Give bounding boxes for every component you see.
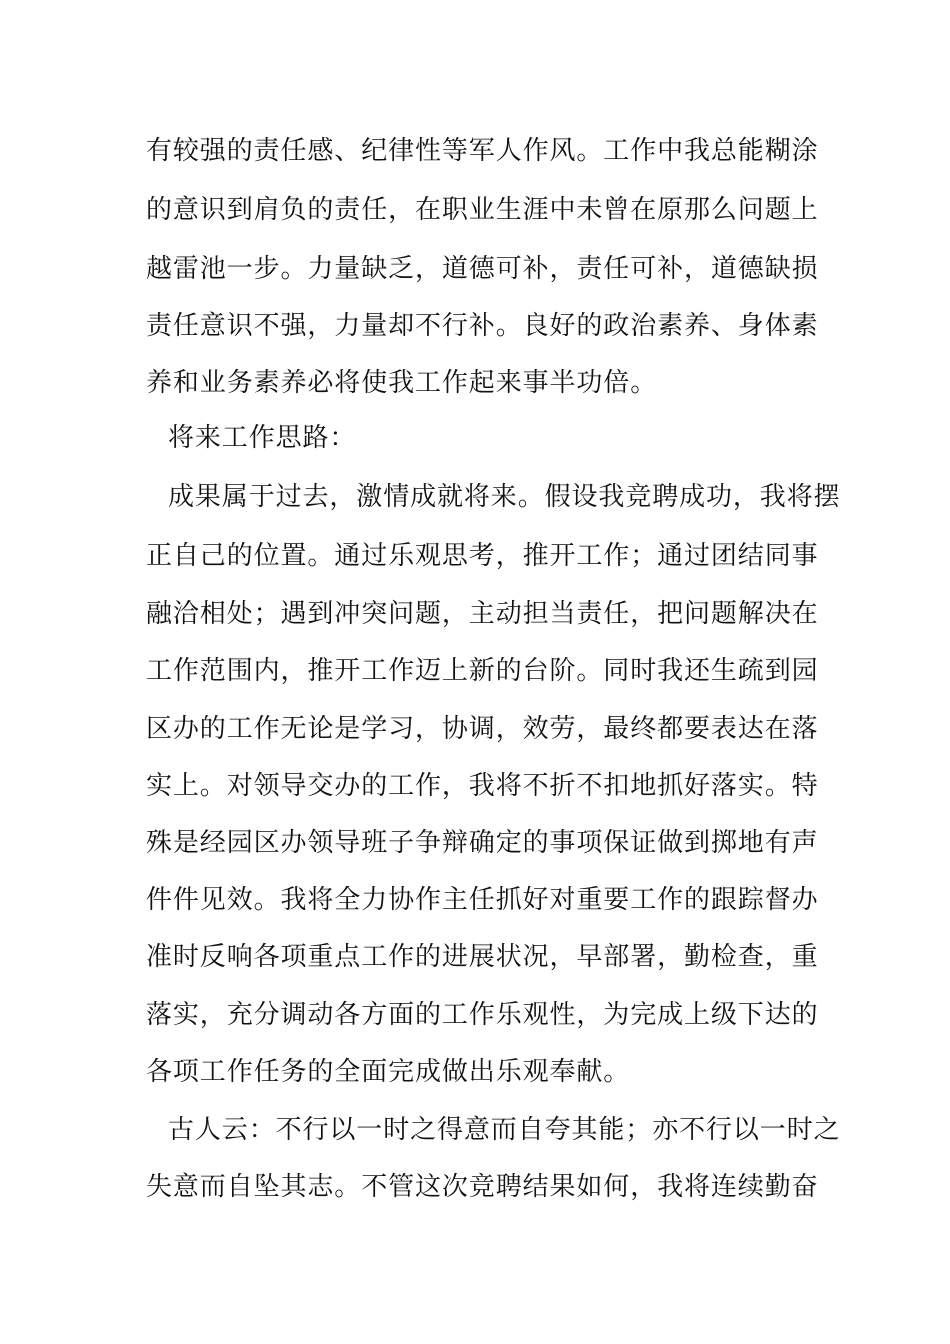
text-line: 落实，充分调动各方面的工作乐观性，为完成上级下达的 <box>146 1000 819 1030</box>
text-line: 有较强的责任感、纪律性等军人作风。工作中我总能糊涂 <box>146 136 819 166</box>
text-line: 古人云：不行以一时之得意而自夸其能；亦不行以一时之 <box>168 1115 841 1145</box>
text-line: 正自己的位置。通过乐观思考，推开工作；通过团结同事 <box>146 541 819 571</box>
text-line: 殊是经园区办领导班子争辩确定的事项保证做到掷地有声 <box>146 828 819 858</box>
text-line: 各项工作任务的全面完成做出乐观奉献。 <box>146 1057 631 1087</box>
text-line: 件件见效。我将全力协作主任抓好对重要工作的跟踪督办 <box>146 885 819 915</box>
text-line: 责任意识不强，力量却不行补。良好的政治素养、身体素 <box>146 311 819 341</box>
text-line: 实上。对领导交办的工作，我将不折不扣地抓好落实。特 <box>146 771 819 801</box>
text-line: 养和业务素养必将使我工作起来事半功倍。 <box>146 368 658 398</box>
text-line: 越雷池一步。力量缺乏，道德可补，责任可补，道德缺损 <box>146 254 819 284</box>
text-line: 工作范围内，推开工作迈上新的台阶。同时我还生疏到园 <box>146 656 819 686</box>
text-line: 融洽相处；遇到冲突问题，主动担当责任，把问题解决在 <box>146 599 819 629</box>
text-line: 区办的工作无论是学习，协调，效劳，最终都要表达在落 <box>146 714 819 744</box>
text-line: 成果属于过去，激情成就将来。假设我竞聘成功，我将摆 <box>168 482 841 512</box>
text-line: 失意而自坠其志。不管这次竞聘结果如何，我将连续勤奋 <box>146 1172 819 1202</box>
text-line: 准时反响各项重点工作的进展状况，早部署，勤检查，重 <box>146 942 819 972</box>
section-heading: 将来工作思路： <box>168 423 357 453</box>
text-line: 的意识到肩负的责任，在职业生涯中未曾在原那么问题上 <box>146 195 819 225</box>
